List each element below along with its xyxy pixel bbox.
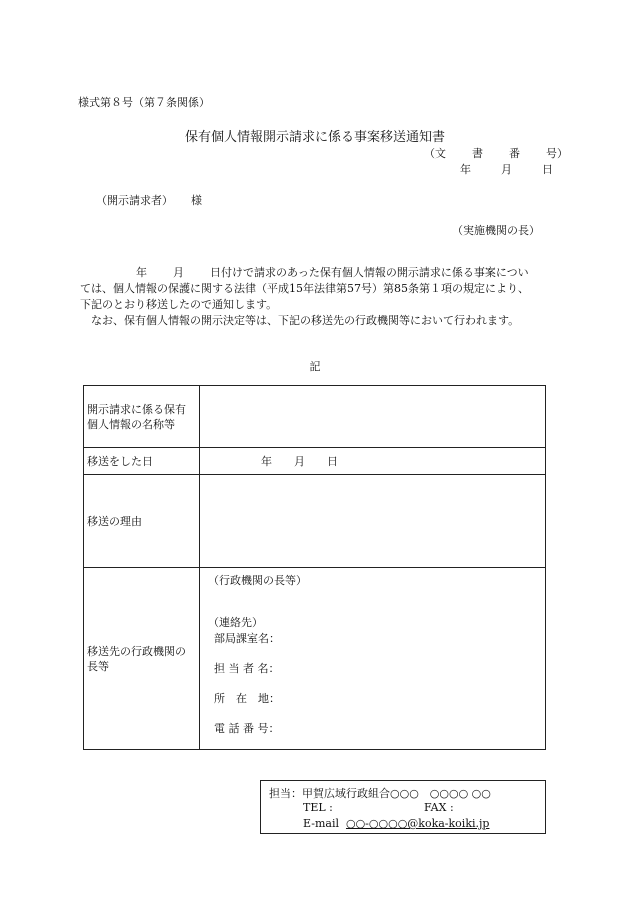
dest-phone: 電 話 番 号： (214, 722, 280, 735)
dest-head: （行政機関の長等） (208, 574, 307, 587)
notice-body (80, 265, 529, 329)
table-row (84, 475, 546, 568)
date-month: 月 (501, 163, 512, 176)
row-label-transfer-date: 移送をした日 (84, 448, 200, 475)
requester-line (96, 192, 202, 208)
ki-heading: 記 (309, 360, 321, 373)
row-label-reason: 移送の理由 (84, 475, 200, 568)
transfer-details-table (83, 385, 546, 750)
dest-address: 所 在 地： (214, 692, 280, 705)
requester-honorific: 様 (191, 194, 202, 207)
form-number: 様式第８号（第７条関係） (78, 96, 210, 109)
docno-part-4: 号） (546, 147, 568, 160)
transfer-month: 月 (294, 455, 305, 468)
row-value-info-name (200, 386, 546, 448)
contact-tel: TEL : (303, 801, 333, 814)
date-year: 年 (460, 163, 471, 176)
table-row (84, 568, 546, 750)
row4-label-line-1: 移送先の行政機関の (87, 644, 186, 658)
dest-contact: （連絡先） (208, 616, 263, 629)
body-month: 月 (173, 266, 184, 279)
contact-email-label: E-mail (303, 817, 339, 830)
table-row (84, 386, 546, 448)
row-value-reason (200, 475, 546, 568)
contact-email-line (303, 817, 489, 830)
body-line-3: 下記のとおり移送したので通知します。 (80, 298, 278, 311)
row-value-destination (200, 568, 546, 750)
row1-label-line-1: 開示請求に係る保有 (87, 402, 186, 416)
contact-fax: FAX : (424, 801, 454, 814)
body-line-2: ては、個人情報の保護に関する法律（平成15年法律第57号）第85条第１項の規定により、 (80, 282, 529, 295)
contact-box (260, 780, 546, 834)
row1-label-line-2: 個人情報の名称等 (87, 417, 175, 431)
row-value-transfer-date (200, 448, 546, 475)
body-line-1-text: 日付けで請求のあった保有個人情報の開示請求に係る事案につい (210, 266, 529, 279)
dest-person: 担 当 者 名： (214, 662, 280, 675)
date-day: 日 (542, 163, 553, 176)
docno-part-1: （文 (424, 147, 446, 160)
issue-date (460, 161, 553, 177)
row-label-destination (84, 568, 200, 750)
document-number (424, 145, 568, 161)
table-row (84, 448, 546, 475)
docno-part-2: 書 (472, 147, 483, 160)
body-line-1 (80, 265, 529, 281)
row-label-info-name (84, 386, 200, 448)
body-line-4: なお、保有個人情報の開示決定等は、下記の移送先の行政機関等において行われます。 (80, 314, 520, 327)
transfer-day: 日 (327, 455, 338, 468)
transfer-year: 年 (261, 455, 272, 468)
docno-part-3: 番 (509, 147, 520, 160)
dest-dept: 部局課室名： (214, 632, 280, 645)
requester-label: （開示請求者） (96, 194, 173, 207)
contact-email-link[interactable]: ○○-○○○○@koka-koiki.jp (345, 817, 490, 830)
body-year: 年 (136, 266, 147, 279)
agency-head: （実施機関の長） (452, 224, 540, 237)
document-title: 保有個人情報開示請求に係る事案移送通知書 (184, 130, 445, 145)
row4-label-line-2: 長等 (87, 659, 109, 673)
contact-line-1: 担当：甲賀広域行政組合○○○ ○○○○ ○○ (269, 787, 491, 800)
